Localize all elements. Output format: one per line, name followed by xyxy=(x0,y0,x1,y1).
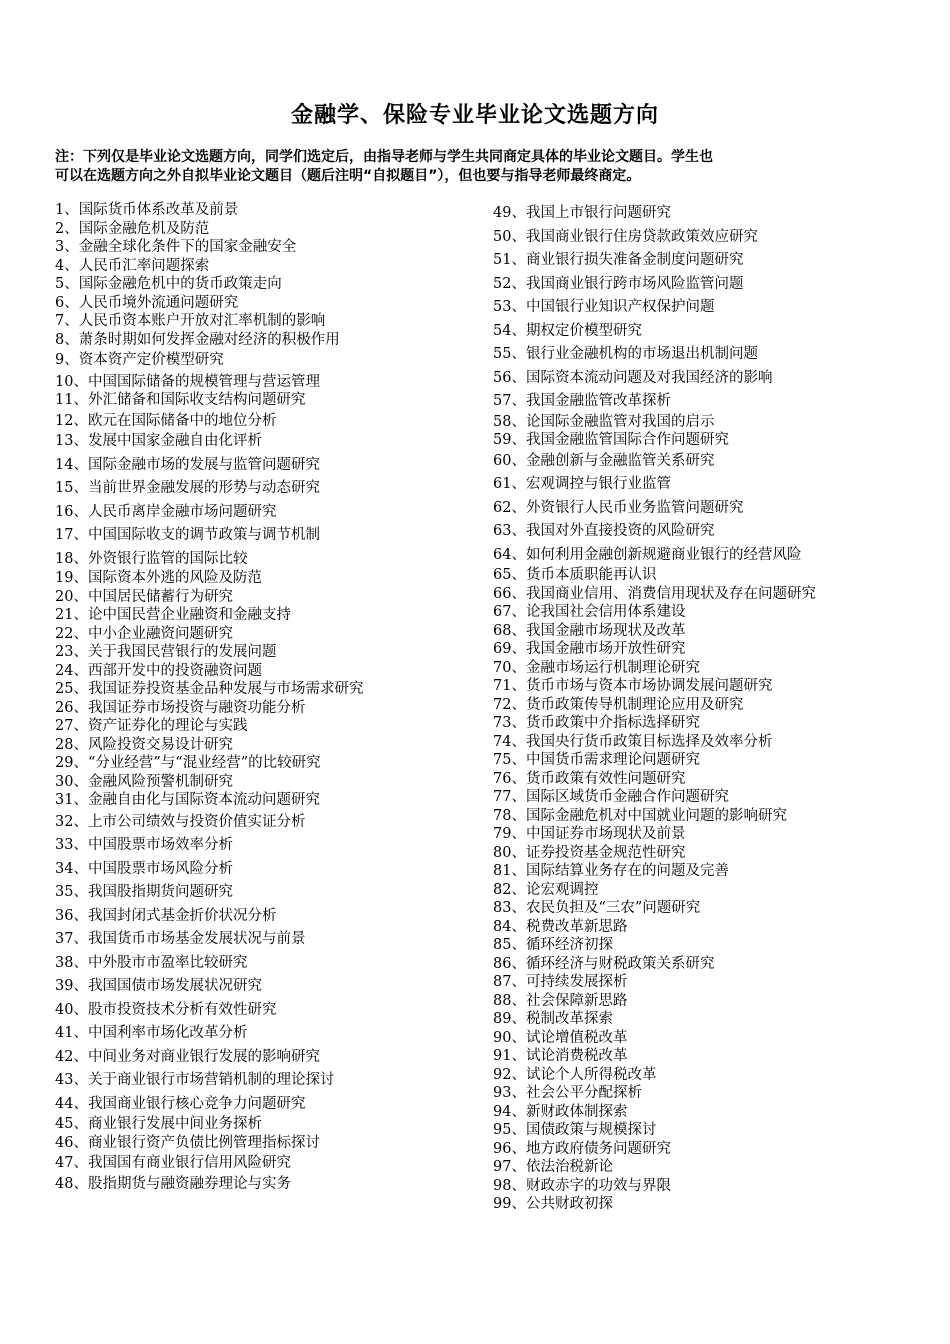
topic-item: 65、货币本质职能再认识 xyxy=(493,567,657,583)
note-line-1: 注：下列仅是毕业论文选题方向，同学们选定后，由指导老师与学生共同商定具体的毕业论文题目。学生也 xyxy=(55,149,713,165)
topic-item: 31、金融自由化与国际资本流动问题研究 xyxy=(55,792,320,808)
topic-item: 33、中国股票市场效率分析 xyxy=(55,837,233,853)
topic-item: 72、货币政策传导机制理论应用及研究 xyxy=(493,696,744,713)
topic-item: 83、农民负担及“三农”问题研究 xyxy=(493,900,701,916)
topic-item: 51、商业银行损失准备金制度问题研究 xyxy=(493,252,744,268)
topic-item: 6、人民币境外流通问题研究 xyxy=(55,294,239,311)
topic-item: 82、论宏观调控 xyxy=(493,881,599,898)
topic-item: 23、关于我国民营银行的发展问题 xyxy=(55,644,277,660)
topic-item: 44、我国商业银行核心竞争力问题研究 xyxy=(55,1095,306,1112)
topic-item: 9、资本资产定价模型研究 xyxy=(55,352,224,368)
topic-item: 41、中国利率市场化改革分析 xyxy=(55,1025,248,1041)
topic-item: 68、我国金融市场现状及改革 xyxy=(493,622,686,639)
topic-item: 30、金融风险预警机制研究 xyxy=(55,773,233,790)
topic-item: 18、外资银行监管的国际比较 xyxy=(55,550,248,567)
topic-item: 29、“分业经营”与“混业经营”的比较研究 xyxy=(55,755,321,771)
topic-item: 13、发展中国家金融自由化评析 xyxy=(55,433,262,449)
topic-item: 71、货币市场与资本市场协调发展问题研究 xyxy=(493,678,773,694)
topic-item: 74、我国央行货币政策目标选择及效率分析 xyxy=(493,733,773,750)
topic-item: 34、中国股票市场风险分析 xyxy=(55,860,233,877)
topic-item: 77、国际区域货币金融合作问题研究 xyxy=(493,789,729,805)
topic-item: 27、资产证券化的理论与实践 xyxy=(55,718,248,734)
topic-item: 49、我国上市银行问题研究 xyxy=(493,205,671,221)
topic-list-left xyxy=(55,203,363,1195)
topic-item: 28、风险投资交易设计研究 xyxy=(55,736,233,753)
topic-item: 52、我国商业银行跨市场风险监管问题 xyxy=(493,275,744,292)
topic-item: 48、股指期货与融资融券理论与实务 xyxy=(55,1175,291,1192)
note xyxy=(55,148,855,186)
topic-item: 20、中国居民储蓄行为研究 xyxy=(55,588,233,605)
topic-item: 54、期权定价模型研究 xyxy=(493,322,642,339)
topic-item: 73、货币政策中介指标选择研究 xyxy=(493,715,700,731)
topic-list-right xyxy=(493,206,816,1216)
topic-item: 69、我国金融市场开放性研究 xyxy=(493,641,686,657)
topic-item: 10、中国国际储备的规模管理与营运管理 xyxy=(55,373,320,390)
topic-item: 92、试论个人所得税改革 xyxy=(493,1066,657,1083)
topic-item: 62、外资银行人民币业务监管问题研究 xyxy=(493,499,744,516)
topic-item: 89、税制改革探索 xyxy=(493,1011,613,1027)
topic-item: 42、中间业务对商业银行发展的影响研究 xyxy=(55,1048,320,1065)
topic-item: 21、论中国民营企业融资和金融支持 xyxy=(55,607,291,623)
topic-item: 43、关于商业银行市场营销机制的理论探讨 xyxy=(55,1072,335,1088)
topic-item: 46、商业银行资产负债比例管理指标探讨 xyxy=(55,1134,320,1151)
topic-item: 40、股市投资技术分析有效性研究 xyxy=(55,1001,277,1018)
topic-item: 45、商业银行发展中间业务探析 xyxy=(55,1116,262,1132)
topic-item: 25、我国证券投资基金品种发展与市场需求研究 xyxy=(55,681,364,697)
topic-item: 5、国际金融危机中的货币政策走向 xyxy=(55,276,282,292)
topic-item: 88、社会保障新思路 xyxy=(493,992,628,1009)
note-line-2: 可以在选题方向之外自拟毕业论文题目（题后注明“自拟题目”），但也要与指导老师最终商定。 xyxy=(55,168,641,184)
topic-item: 78、国际金融危机对中国就业问题的影响研究 xyxy=(493,807,787,824)
topic-item: 4、人民币汇率问题探索 xyxy=(55,257,210,274)
topic-item: 19、国际资本外逃的风险及防范 xyxy=(55,570,262,586)
topic-item: 17、中国国际收支的调节政策与调节机制 xyxy=(55,527,320,543)
topic-item: 86、循环经济与财税政策关系研究 xyxy=(493,955,715,972)
topic-item: 76、货币政策有效性问题研究 xyxy=(493,770,686,787)
topic-item: 57、我国金融监管改革探析 xyxy=(493,393,671,409)
topic-item: 97、依法治税新论 xyxy=(493,1159,613,1175)
topic-item: 87、可持续发展探析 xyxy=(493,974,628,990)
topic-item: 14、国际金融市场的发展与监管问题研究 xyxy=(55,456,320,473)
topic-item: 66、我国商业信用、消费信用现状及存在问题研究 xyxy=(493,585,816,602)
topic-item: 38、中外股市市盈率比较研究 xyxy=(55,954,248,971)
topic-item: 84、税费改革新思路 xyxy=(493,918,628,935)
topic-item: 95、国债政策与规模探讨 xyxy=(493,1122,657,1138)
topic-item: 61、宏观调控与银行业监管 xyxy=(493,476,671,492)
topic-item: 24、西部开发中的投资融资问题 xyxy=(55,662,262,679)
topic-item: 53、中国银行业知识产权保护问题 xyxy=(493,299,715,315)
topic-item: 15、当前世界金融发展的形势与动态研究 xyxy=(55,480,320,496)
topic-item: 81、国际结算业务存在的问题及完善 xyxy=(493,863,729,879)
topic-item: 26、我国证券市场投资与融资功能分析 xyxy=(55,699,306,716)
topic-item: 98、财政赤字的功效与界限 xyxy=(493,1177,671,1194)
topic-item: 36、我国封闭式基金折价状况分析 xyxy=(55,907,277,924)
topic-item: 79、中国证券市场现状及前景 xyxy=(493,826,686,842)
topic-item: 60、金融创新与金融监管关系研究 xyxy=(493,452,715,469)
topic-item: 7、人民币资本账户开放对汇率机制的影响 xyxy=(55,313,326,329)
topic-item: 59、我国金融监管国际合作问题研究 xyxy=(493,432,729,448)
topic-item: 93、社会公平分配探析 xyxy=(493,1085,642,1101)
topic-item: 56、国际资本流动问题及对我国经济的影响 xyxy=(493,369,773,386)
topic-item: 70、金融市场运行机制理论研究 xyxy=(493,659,700,676)
topic-item: 58、论国际金融监管对我国的启示 xyxy=(493,413,715,430)
topic-item: 64、如何利用金融创新规避商业银行的经营风险 xyxy=(493,546,802,563)
topic-item: 63、我国对外直接投资的风险研究 xyxy=(493,523,715,539)
page-title: 金融学、保险专业毕业论文选题方向 xyxy=(290,103,659,128)
topic-item: 32、上市公司绩效与投资价值实证分析 xyxy=(55,813,306,830)
topic-item: 8、萧条时期如何发挥金融对经济的积极作用 xyxy=(55,331,340,348)
topic-item: 11、外汇储备和国际收支结构问题研究 xyxy=(55,392,306,408)
topic-item: 22、中小企业融资问题研究 xyxy=(55,625,233,642)
topic-item: 67、论我国社会信用体系建设 xyxy=(493,604,686,620)
topic-item: 35、我国股指期货问题研究 xyxy=(55,884,233,900)
topic-item: 3、金融全球化条件下的国家金融安全 xyxy=(55,239,297,255)
topic-item: 94、新财政体制探索 xyxy=(493,1103,628,1120)
topic-item: 37、我国货币市场基金发展状况与前景 xyxy=(55,931,306,947)
topic-item: 80、证券投资基金规范性研究 xyxy=(493,844,686,861)
topic-item: 96、地方政府债务问题研究 xyxy=(493,1140,671,1157)
topic-item: 91、试论消费税改革 xyxy=(493,1048,628,1064)
topic-item: 99、公共财政初探 xyxy=(493,1196,613,1212)
topic-item: 55、银行业金融机构的市场退出机制问题 xyxy=(493,346,758,362)
topic-item: 16、人民币离岸金融市场问题研究 xyxy=(55,503,277,520)
topic-item: 12、欧元在国际储备中的地位分析 xyxy=(55,412,277,429)
topic-item: 1、国际货币体系改革及前景 xyxy=(55,202,239,218)
topic-item: 90、试论增值税改革 xyxy=(493,1029,628,1046)
topic-item: 39、我国国债市场发展状况研究 xyxy=(55,978,262,994)
topic-item: 50、我国商业银行住房贷款政策效应研究 xyxy=(493,228,758,245)
topic-item: 75、中国货币需求理论问题研究 xyxy=(493,752,700,768)
topic-item: 85、循环经济初探 xyxy=(493,937,613,953)
topic-item: 2、国际金融危机及防范 xyxy=(55,220,210,237)
topic-item: 47、我国国有商业银行信用风险研究 xyxy=(55,1155,291,1171)
